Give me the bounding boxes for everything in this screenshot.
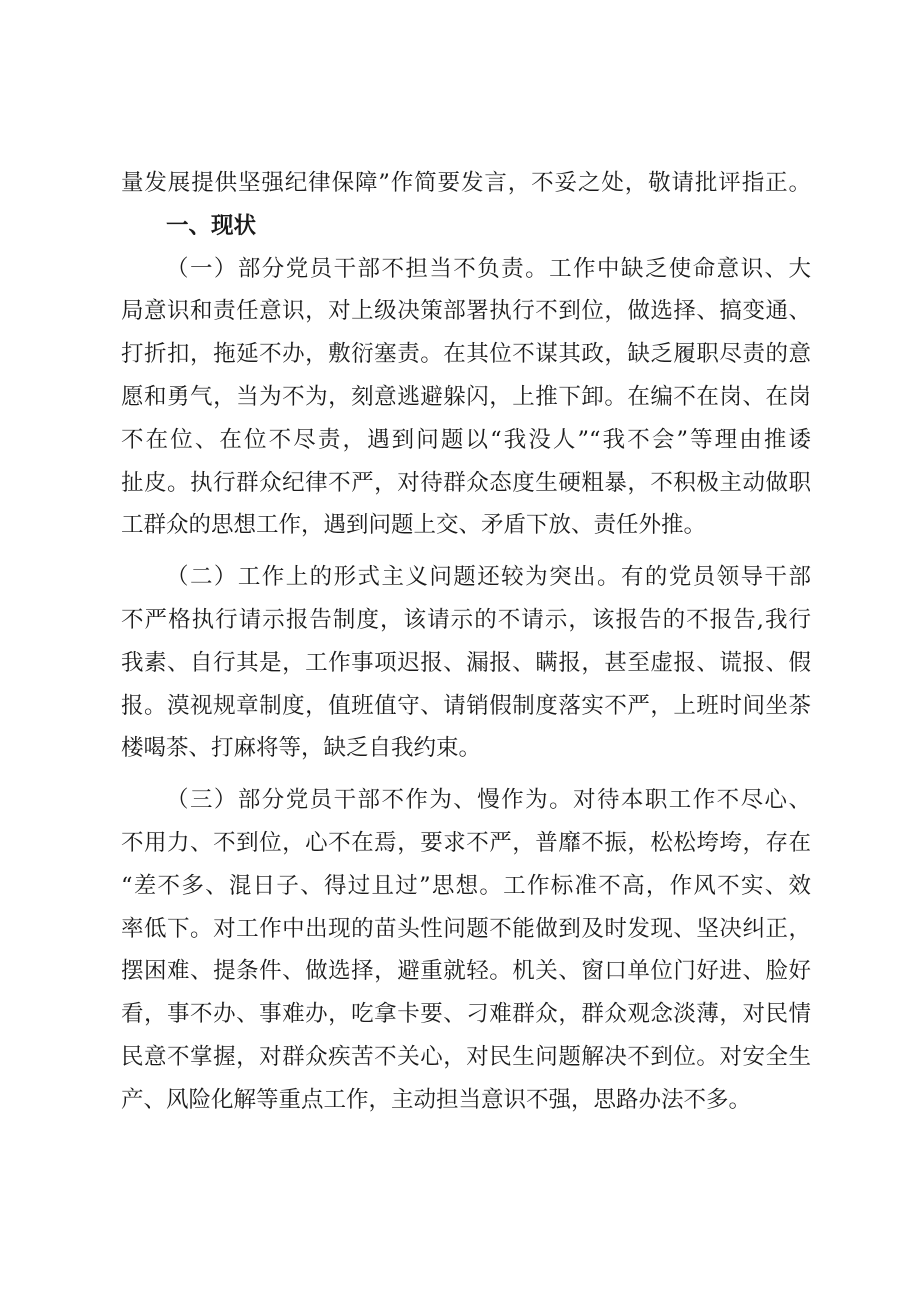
paragraph-line: （一）部分党员干部不担当不负责。工作中缺乏使命意识、大 xyxy=(166,255,811,282)
paragraph-spacer xyxy=(121,770,811,779)
paragraph-line: 扯皮。执行群众纪律不严，对待群众态度生硬粗暴，不积极主动做职 xyxy=(121,469,811,496)
paragraph-line: 不严格执行请示报告制度，该请示的不请示，该报告的不报告,我行 xyxy=(121,606,811,633)
document-body xyxy=(121,162,811,1122)
paragraph-spacer xyxy=(121,547,811,556)
paragraph-line: 不在位、在位不尽责，遇到问题以“我没人”“我不会”等理由推诿 xyxy=(121,426,811,453)
paragraph-line: 摆困难、提条件、做选择，避重就轻。机关、窗口单位门好进、脸好 xyxy=(121,958,811,985)
paragraph-line: 率低下。对工作中出现的苗头性问题不能做到及时发现、坚决纠正， xyxy=(121,915,811,942)
paragraph-line: 民意不掌握，对群众疾苦不关心，对民生问题解决不到位。对安全生 xyxy=(121,1043,811,1070)
intro-tail-line: 量发展提供坚强纪律保障”作简要发言，不妥之处，敬请批评指正。 xyxy=(121,170,811,196)
section-heading: 一、现状 xyxy=(166,212,257,239)
paragraph-line: 楼喝茶、打麻将等，缺乏自我约束。 xyxy=(121,735,482,762)
paragraph-line: 工群众的思想工作，遇到问题上交、矛盾下放、责任外推。 xyxy=(121,512,707,539)
paragraph-line: 打折扣，拖延不办，敷衍塞责。在其位不谋其政，缺乏履职尽责的意 xyxy=(121,341,811,368)
paragraph-line: 我素、自行其是，工作事项迟报、漏报、瞒报，甚至虚报、谎报、假 xyxy=(121,649,811,676)
paragraph-line: （三）部分党员干部不作为、慢作为。对待本职工作不尽心、 xyxy=(166,787,811,814)
paragraph-line: 愿和勇气，当为不为，刻意逃避躲闪，上推下卸。在编不在岗、在岗 xyxy=(121,383,811,410)
paragraph-line: 局意识和责任意识，对上级决策部署执行不到位，做选择、搞变通、 xyxy=(121,298,811,325)
paragraph-3 xyxy=(121,779,811,1121)
paragraph-2 xyxy=(121,556,811,770)
paragraph-line: 报。漠视规章制度，值班值守、请销假制度落实不严，上班时间坐茶 xyxy=(121,692,811,719)
paragraph-1 xyxy=(121,248,811,548)
paragraph-line: 产、风险化解等重点工作，主动担当意识不强，思路办法不多。 xyxy=(121,1086,752,1113)
paragraph-line: 不用力、不到位，心不在焉，要求不严，普靡不振，松松垮垮，存在 xyxy=(121,829,811,856)
paragraph-line: “差不多、混日子、得过且过”思想。工作标准不高，作风不实、效 xyxy=(121,872,811,899)
paragraph-line: （二）工作上的形式主义问题还较为突出。有的党员领导干部 xyxy=(166,564,811,591)
paragraph-line: 看，事不办、事难办，吃拿卡要、刁难群众，群众观念淡薄，对民情 xyxy=(121,1001,811,1028)
